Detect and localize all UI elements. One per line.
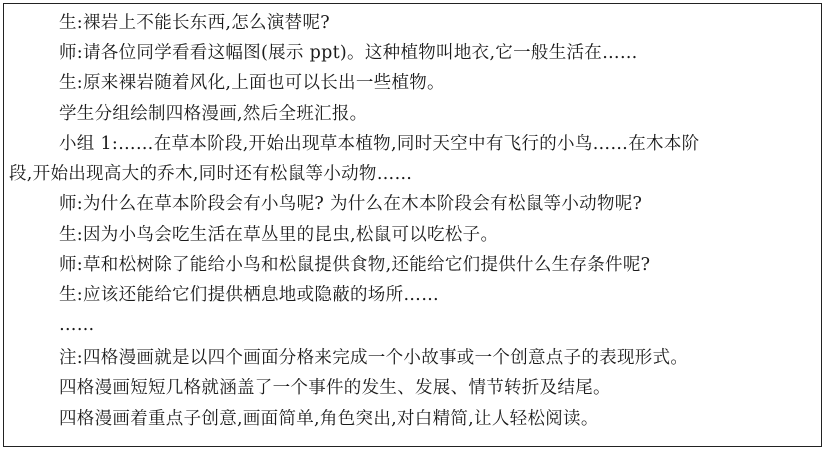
- text-line-3: 生:原来裸岩随着风化,上面也可以长出一些植物。: [59, 73, 445, 93]
- text-line-9: 师:草和松树除了能给小鸟和松鼠提供食物,还能给它们提供什么生存条件呢?: [59, 255, 651, 275]
- text-line-14: 四格漫画着重点子创意,画面简单,角色突出,对白精简,让人轻松阅读。: [59, 409, 599, 429]
- text-line-7: 师:为什么在草本阶段会有小鸟呢? 为什么在木本阶段会有松鼠等小动物呢?: [59, 194, 643, 214]
- text-line-8: 生:因为小鸟会吃生活在草丛里的昆虫,松鼠可以吃松子。: [59, 225, 499, 245]
- text-line-10: 生:应该还能给它们提供栖息地或隐蔽的场所……: [59, 285, 439, 305]
- text-line-2: 师:请各位同学看看这幅图(展示 ppt)。这种植物叫地衣,它一般生活在……: [59, 43, 638, 63]
- text-line-5: 小组 1:……在草本阶段,开始出现草本植物,同时天空中有飞行的小鸟……在木本阶: [59, 134, 700, 154]
- text-line-12: 注:四格漫画就是以四个画面分格来完成一个小故事或一个创意点子的表现形式。: [59, 348, 689, 368]
- text-line-13: 四格漫画短短几格就涵盖了一个事件的发生、发展、情节转折及结尾。: [59, 378, 611, 398]
- text-line-11: ……: [59, 315, 95, 335]
- document-frame: [3, 3, 822, 447]
- text-line-1: 生:裸岩上不能长东西,怎么演替呢?: [59, 13, 330, 33]
- text-line-4: 学生分组绘制四格漫画,然后全班汇报。: [59, 104, 368, 124]
- text-line-6: 段,开始出现高大的乔木,同时还有松鼠等小动物……: [9, 164, 413, 184]
